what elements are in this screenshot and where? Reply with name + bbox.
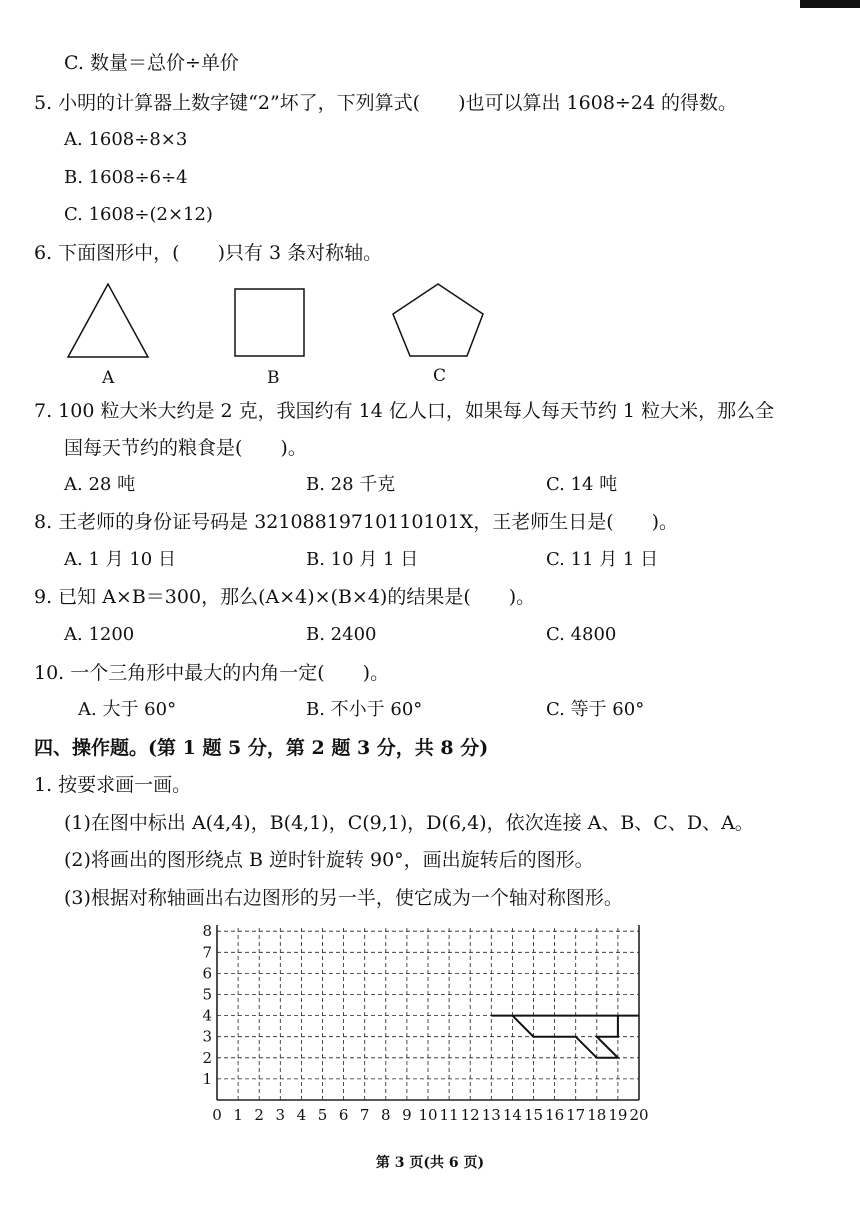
x-tick-label: 14: [502, 1106, 522, 1124]
y-tick-label: 4: [202, 1006, 212, 1025]
x-tick-label: 20: [629, 1106, 649, 1124]
x-tick-label: 2: [254, 1106, 264, 1124]
page-footer: 第 3 页(共 6 页): [375, 1155, 485, 1171]
question-8: 8. 王老师的身份证号码是 321088197101101​01X，王老师生日是( )。: [34, 511, 679, 533]
x-tick-label: 15: [523, 1106, 544, 1124]
shape-label-b: B: [267, 368, 280, 388]
x-tick-label: 13: [481, 1106, 501, 1124]
x-tick-label: 6: [338, 1106, 349, 1124]
q5-option-c: C. 1608÷(2×12): [64, 204, 213, 225]
q6-shapes: [60, 280, 500, 364]
x-tick-label: 19: [608, 1106, 628, 1124]
x-tick-label: 12: [460, 1106, 480, 1124]
y-tick-label: 3: [202, 1027, 212, 1046]
q7-option-c: C. 14 吨: [546, 474, 618, 495]
x-tick-label: 8: [381, 1106, 391, 1124]
q8-option-a: A. 1 月 10 日: [64, 549, 176, 570]
y-tick-label: 7: [202, 943, 212, 962]
operation-1-step3: (3)根据对称轴画出右边图形的另一半，使它成为一个轴对称图形。: [64, 887, 623, 909]
q7-option-b: B. 28 千克: [306, 474, 396, 495]
operation-1: 1. 按要求画一画。: [34, 774, 192, 796]
q10-option-b: B. 不小于 60°: [306, 699, 423, 720]
square-shape: [235, 289, 304, 356]
triangle-shape: [68, 284, 148, 357]
question-5: 5. 小明的计算器上数字键“2”坏了，下列算式( )也可以算出 1608÷24 的得数。: [34, 92, 738, 114]
x-tick-label: 17: [566, 1106, 586, 1124]
q8-option-c: C. 11 月 1 日: [546, 549, 659, 570]
question-7-line1: 7. 100 粒大米大约是 2 克，我国约有 14 亿人口，如果每人每天节约 1 粒大米，那么全: [34, 400, 775, 422]
y-tick-label: 6: [202, 964, 212, 983]
x-tick-label: 18: [587, 1106, 607, 1124]
operation-1-step2: (2)将画出的图形绕点 B 逆时针旋转 90°，画出旋转后的图形。: [64, 849, 594, 871]
q9-option-a: A. 1200: [64, 624, 135, 645]
x-tick-label: 7: [359, 1106, 370, 1124]
x-tick-label: 3: [275, 1106, 286, 1124]
q10-option-c: C. 等于 60°: [546, 699, 645, 720]
page-edge-mark: [800, 0, 860, 8]
question-10: 10. 一个三角形中最大的内角一定( )。: [34, 662, 390, 684]
q9-option-c: C. 4800: [546, 624, 617, 645]
x-tick-label: 5: [317, 1106, 328, 1124]
y-tick-label: 2: [202, 1048, 212, 1067]
q7-option-a: A. 28 吨: [64, 474, 136, 495]
coordinate-grid: [195, 925, 665, 1153]
x-tick-label: 0: [212, 1106, 222, 1124]
q9-option-b: B. 2400: [306, 624, 377, 645]
shape-label-a: A: [102, 368, 115, 388]
y-tick-label: 1: [202, 1069, 212, 1088]
pentagon-shape: [393, 284, 483, 356]
x-tick-label: 16: [545, 1106, 565, 1124]
question-7-line2: 国每天节约的粮食是( )。: [64, 437, 307, 459]
x-tick-label: 9: [402, 1106, 412, 1124]
x-tick-label: 1: [233, 1106, 243, 1124]
question-6: 6. 下面图形中，( )只有 3 条对称轴。: [34, 242, 383, 264]
q8-option-b: B. 10 月 1 日: [306, 549, 419, 570]
x-tick-label: 4: [296, 1106, 307, 1124]
x-tick-label: 10: [418, 1106, 438, 1124]
y-tick-label: 5: [202, 985, 212, 1004]
question-9: 9. 已知 A×B＝300，那么(A×4)×(B×4)的结果是( )。: [34, 586, 536, 608]
shape-label-c: C: [433, 366, 447, 386]
y-tick-label: 8: [202, 925, 212, 941]
q5-option-a: A. 1608÷8×3: [64, 129, 188, 150]
q4-option-c: C. 数量＝总价÷单价: [64, 52, 239, 74]
operation-1-step1: (1)在图中标出 A(4,4)，B(4,1)，C(9,1)，D(6,4)，依次连接 A、B、C、D、A。: [64, 812, 754, 834]
section-4-heading: 四、操作题。(第 1 题 5 分，第 2 题 3 分，共 8 分): [34, 737, 489, 759]
q5-option-b: B. 1608÷6÷4: [64, 167, 188, 188]
x-tick-label: 11: [439, 1106, 459, 1124]
q10-option-a: A. 大于 60°: [78, 699, 177, 720]
